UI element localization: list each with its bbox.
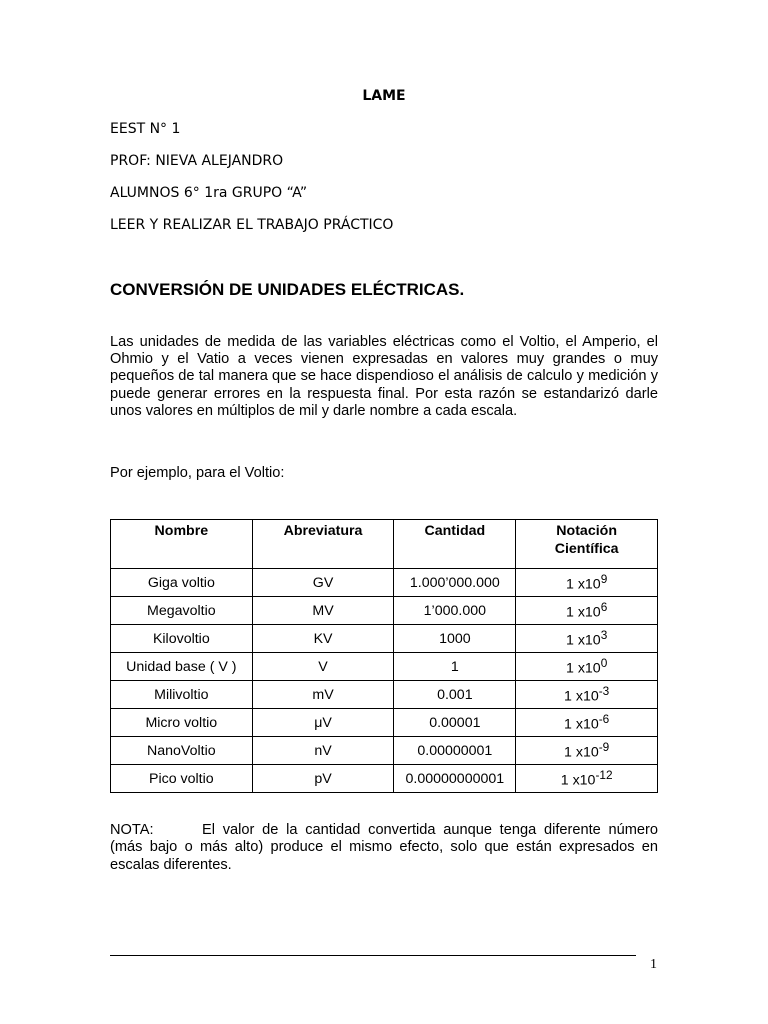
table-row: [111, 765, 658, 793]
cell-abbr: nV: [252, 737, 394, 765]
note-paragraph: [110, 822, 658, 874]
section-title: CONVERSIÓN DE UNIDADES ELÉCTRICAS.: [110, 280, 465, 299]
document-header-title: LAME: [362, 88, 406, 104]
cell-notation: [516, 709, 658, 737]
header-cantidad: Cantidad: [394, 520, 516, 569]
note-label: NOTA:: [110, 822, 154, 838]
note-text: El valor de la cantidad convertida aunque tenga diferente número (más bajo o más alto) produce el mismo efecto, solo que están expresados en escalas diferentes.: [110, 822, 658, 873]
cell-amount: 0.001: [394, 681, 516, 709]
cell-abbr: μV: [252, 709, 394, 737]
notation-base: 1 x10: [565, 604, 601, 621]
cell-notation: [516, 737, 658, 765]
cell-name: Pico voltio: [111, 765, 253, 793]
cell-abbr: mV: [252, 681, 394, 709]
cell-amount: 1: [394, 653, 516, 681]
teacher-line: PROF: NIEVA ALEJANDRO: [110, 153, 284, 169]
table-row: [111, 625, 658, 653]
footer-rule: [110, 955, 636, 956]
instruction-line: LEER Y REALIZAR EL TRABAJO PRÁCTICO: [110, 217, 394, 233]
students-line: ALUMNOS 6° 1ra GRUPO “A”: [110, 185, 308, 201]
notation-exponent: 0: [600, 656, 608, 671]
cell-notation: [516, 569, 658, 597]
cell-name: NanoVoltio: [111, 737, 253, 765]
cell-notation: [516, 625, 658, 653]
voltage-units-table: [110, 519, 658, 793]
table-row: [111, 569, 658, 597]
notation-base: 1 x10: [560, 772, 596, 789]
cell-abbr: pV: [252, 765, 394, 793]
cell-notation: [516, 681, 658, 709]
intro-paragraph: Las unidades de medida de las variables eléctricas como el Voltio, el Amperio, el Ohmio y el Vatio a veces vienen expresadas en valores muy grandes o muy pequeños de tal manera que se hace dispendioso el análisis de calculo y medición y puede generar errores en la respuesta final. Por esta razón se estandarizó darle unos valores en múltiplos de mil y darle nombre a cada escala.: [110, 334, 658, 419]
cell-amount: 1.000’000.000: [394, 569, 516, 597]
notation-base: 1 x10: [565, 660, 601, 677]
cell-name: Milivoltio: [111, 681, 253, 709]
header-abreviatura: Abreviatura: [252, 520, 394, 569]
school-line: EEST N° 1: [110, 121, 181, 137]
header-notacion: [516, 520, 658, 569]
cell-name: Micro voltio: [111, 709, 253, 737]
cell-name: Kilovoltio: [111, 625, 253, 653]
table-row: [111, 709, 658, 737]
notation-exponent: -3: [598, 684, 610, 699]
notation-exponent: 3: [600, 628, 608, 643]
table-row: [111, 597, 658, 625]
notation-base: 1 x10: [565, 576, 601, 593]
header-notacion-line2: Científica: [554, 541, 619, 557]
notation-base: 1 x10: [564, 716, 599, 733]
notation-exponent: -12: [595, 768, 613, 783]
cell-abbr: MV: [252, 597, 394, 625]
cell-notation: [516, 597, 658, 625]
cell-abbr: GV: [252, 569, 394, 597]
table-row: [111, 653, 658, 681]
cell-abbr: KV: [252, 625, 394, 653]
notation-base: 1 x10: [564, 688, 599, 705]
table-header-row: [111, 520, 658, 569]
cell-name: Unidad base ( V ): [111, 653, 253, 681]
example-intro: Por ejemplo, para el Voltio:: [110, 465, 285, 481]
cell-amount: 1’000.000: [394, 597, 516, 625]
cell-notation: [516, 765, 658, 793]
notation-exponent: 6: [600, 600, 608, 615]
cell-abbr: V: [252, 653, 394, 681]
notation-exponent: 9: [600, 572, 608, 587]
notation-exponent: -9: [598, 740, 610, 755]
cell-amount: 1000: [394, 625, 516, 653]
notation-base: 1 x10: [565, 632, 601, 649]
table-row: [111, 737, 658, 765]
table-row: [111, 681, 658, 709]
cell-name: Megavoltio: [111, 597, 253, 625]
notation-base: 1 x10: [564, 744, 599, 761]
header-notacion-line1: Notación: [556, 523, 617, 539]
cell-name: Giga voltio: [111, 569, 253, 597]
page-number: 1: [650, 957, 657, 972]
cell-amount: 0.00000001: [394, 737, 516, 765]
header-nombre: Nombre: [111, 520, 253, 569]
cell-amount: 0.00000000001: [394, 765, 516, 793]
cell-notation: [516, 653, 658, 681]
notation-exponent: -6: [598, 712, 610, 727]
cell-amount: 0.00001: [394, 709, 516, 737]
